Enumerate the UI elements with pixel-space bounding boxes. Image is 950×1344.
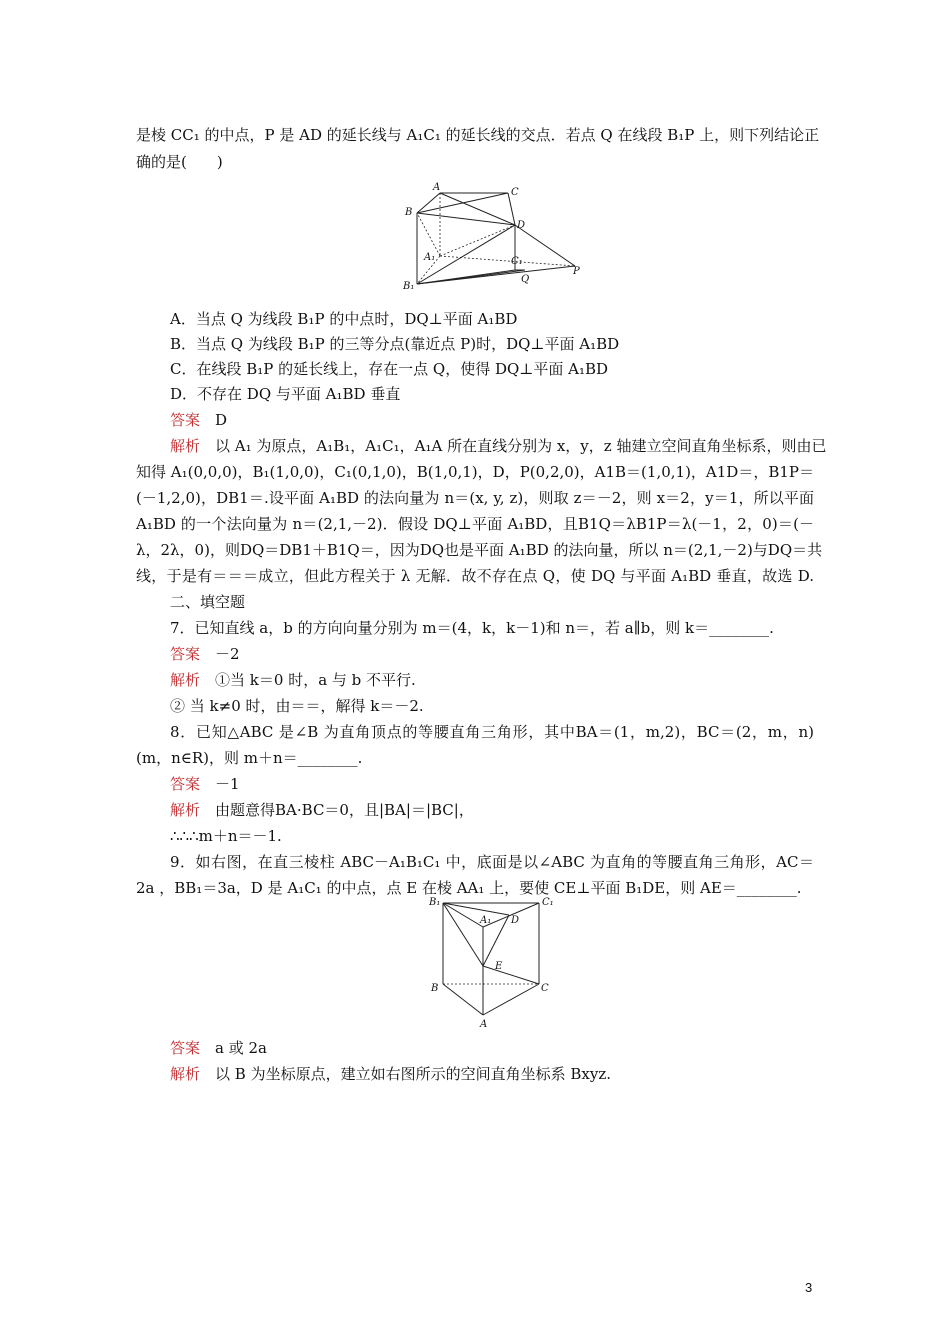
text-line: 线，于是有＝＝＝成立，但此方程关于 λ 无解．故不存在点 Q，使 DQ 与平面 A₁BD 垂直，故选 D. bbox=[136, 567, 814, 585]
analysis-line: 解析 ①当 k＝0 时，a 与 b 不平行. bbox=[170, 671, 416, 689]
label-C: C bbox=[511, 187, 519, 198]
text-line: (m，n∈R)，则 m＋n＝________. bbox=[136, 749, 363, 767]
label-A1: A₁ bbox=[480, 915, 492, 926]
answer-line: 答案 a 或 2a bbox=[170, 1039, 267, 1057]
answer-line: 答案 D bbox=[170, 411, 228, 429]
figure-prism-1 bbox=[395, 180, 595, 295]
label-D: D bbox=[517, 220, 526, 231]
label-A1: A₁ bbox=[424, 252, 436, 263]
label-B: B bbox=[405, 207, 413, 218]
analysis-line: 解析 以 B 为坐标原点，建立如右图所示的空间直角坐标系 Bxyz. bbox=[170, 1065, 611, 1083]
text-line: 2a ，BB₁＝3a，D 是 A₁C₁ 的中点，点 E 在棱 AA₁ 上，要使 CE⊥平面 B₁DE，则 AE＝________. bbox=[136, 879, 802, 897]
figure-prism-2 bbox=[425, 893, 570, 1028]
answer-label: 答案 bbox=[170, 1039, 201, 1057]
analysis-label: 解析 bbox=[170, 671, 201, 689]
label-B: B bbox=[431, 983, 439, 994]
answer-line: 答案 －2 bbox=[170, 645, 240, 663]
text-line: 确的是( ) bbox=[136, 153, 223, 171]
text-line: λ，2λ，0)，则DQ＝DB1＋B1Q＝，因为DQ也是平面 A₁BD 的法向量，所以 n＝(2,1,－2)与DQ＝共 bbox=[136, 541, 823, 559]
question-8: 8．已知△ABC 是∠B 为直角顶点的等腰直角三角形，其中BA＝(1，m,2)，BC＝(2，m，n) bbox=[170, 723, 814, 741]
answer-label: 答案 bbox=[170, 411, 201, 429]
text-line: A₁BD 的一个法向量为 n＝(2,1,－2)．假设 DQ⊥平面 A₁BD，且B1Q＝λB1P＝λ(－1，2，0)＝(－ bbox=[136, 515, 814, 533]
analysis-label: 解析 bbox=[170, 801, 201, 819]
option-c: C．在线段 B₁P 的延长线上，存在一点 Q，使得 DQ⊥平面 A₁BD bbox=[170, 360, 609, 378]
text-line: (－1,2,0)，DB1＝.设平面 A₁BD 的法向量为 n＝(x, y, z)，则取 z＝－2，则 x＝2，y＝1，所以平面 bbox=[136, 489, 814, 507]
analysis-line: 解析 由题意得BA·BC＝0，且|BA|＝|BC|， bbox=[170, 801, 474, 819]
analysis-label: 解析 bbox=[170, 437, 201, 455]
text-line: ② 当 k≠0 时，由＝＝，解得 k＝－2. bbox=[170, 697, 424, 715]
question-7: 7．已知直线 a，b 的方向向量分别为 m＝(4，k，k－1)和 n＝，若 a∥b，则 k＝________. bbox=[170, 619, 774, 637]
section-heading: 二、填空题 bbox=[170, 593, 246, 611]
answer-line: 答案 －1 bbox=[170, 775, 240, 793]
analysis-line: 解析 以 A₁ 为原点，A₁B₁，A₁C₁，A₁A 所在直线分别为 x，y，z 轴建立空间直角坐标系，则由已 bbox=[170, 437, 827, 455]
analysis-label: 解析 bbox=[170, 1065, 201, 1083]
label-C1: C₁ bbox=[511, 256, 523, 267]
label-A: A bbox=[433, 182, 441, 193]
option-b: B．当点 Q 为线段 B₁P 的三等分点(靠近点 P)时，DQ⊥平面 A₁BD bbox=[170, 335, 620, 353]
option-a: A．当点 Q 为线段 B₁P 的中点时，DQ⊥平面 A₁BD bbox=[170, 310, 518, 328]
label-C1: C₁ bbox=[542, 897, 554, 908]
option-d: D．不存在 DQ 与平面 A₁BD 垂直 bbox=[170, 385, 401, 403]
label-Q: Q bbox=[521, 274, 530, 285]
label-D: D bbox=[511, 915, 520, 926]
label-C: C bbox=[541, 983, 549, 994]
text-line: 是棱 CC₁ 的中点，P 是 AD 的延长线与 A₁C₁ 的延长线的交点．若点 Q 在线段 B₁P 上，则下列结论正 bbox=[136, 126, 820, 144]
question-9: 9．如右图，在直三棱柱 ABC－A₁B₁C₁ 中，底面是以∠ABC 为直角的等腰直角三角形，AC＝ bbox=[170, 853, 814, 871]
label-B1: B₁ bbox=[429, 897, 441, 908]
label-A: A bbox=[480, 1019, 488, 1028]
text-line: ∴∴∴m＋n＝－1. bbox=[170, 827, 282, 845]
page-number: 3 bbox=[805, 1280, 813, 1295]
label-P: P bbox=[573, 266, 580, 277]
answer-label: 答案 bbox=[170, 775, 201, 793]
text-line: 知得 A₁(0,0,0)，B₁(1,0,0)，C₁(0,1,0)，B(1,0,1)，D，P(0,2,0)，A1B＝(1,0,1)，A1D＝，B1P＝ bbox=[136, 463, 814, 481]
answer-label: 答案 bbox=[170, 645, 201, 663]
label-E: E bbox=[495, 961, 503, 972]
label-B1: B₁ bbox=[403, 281, 415, 292]
